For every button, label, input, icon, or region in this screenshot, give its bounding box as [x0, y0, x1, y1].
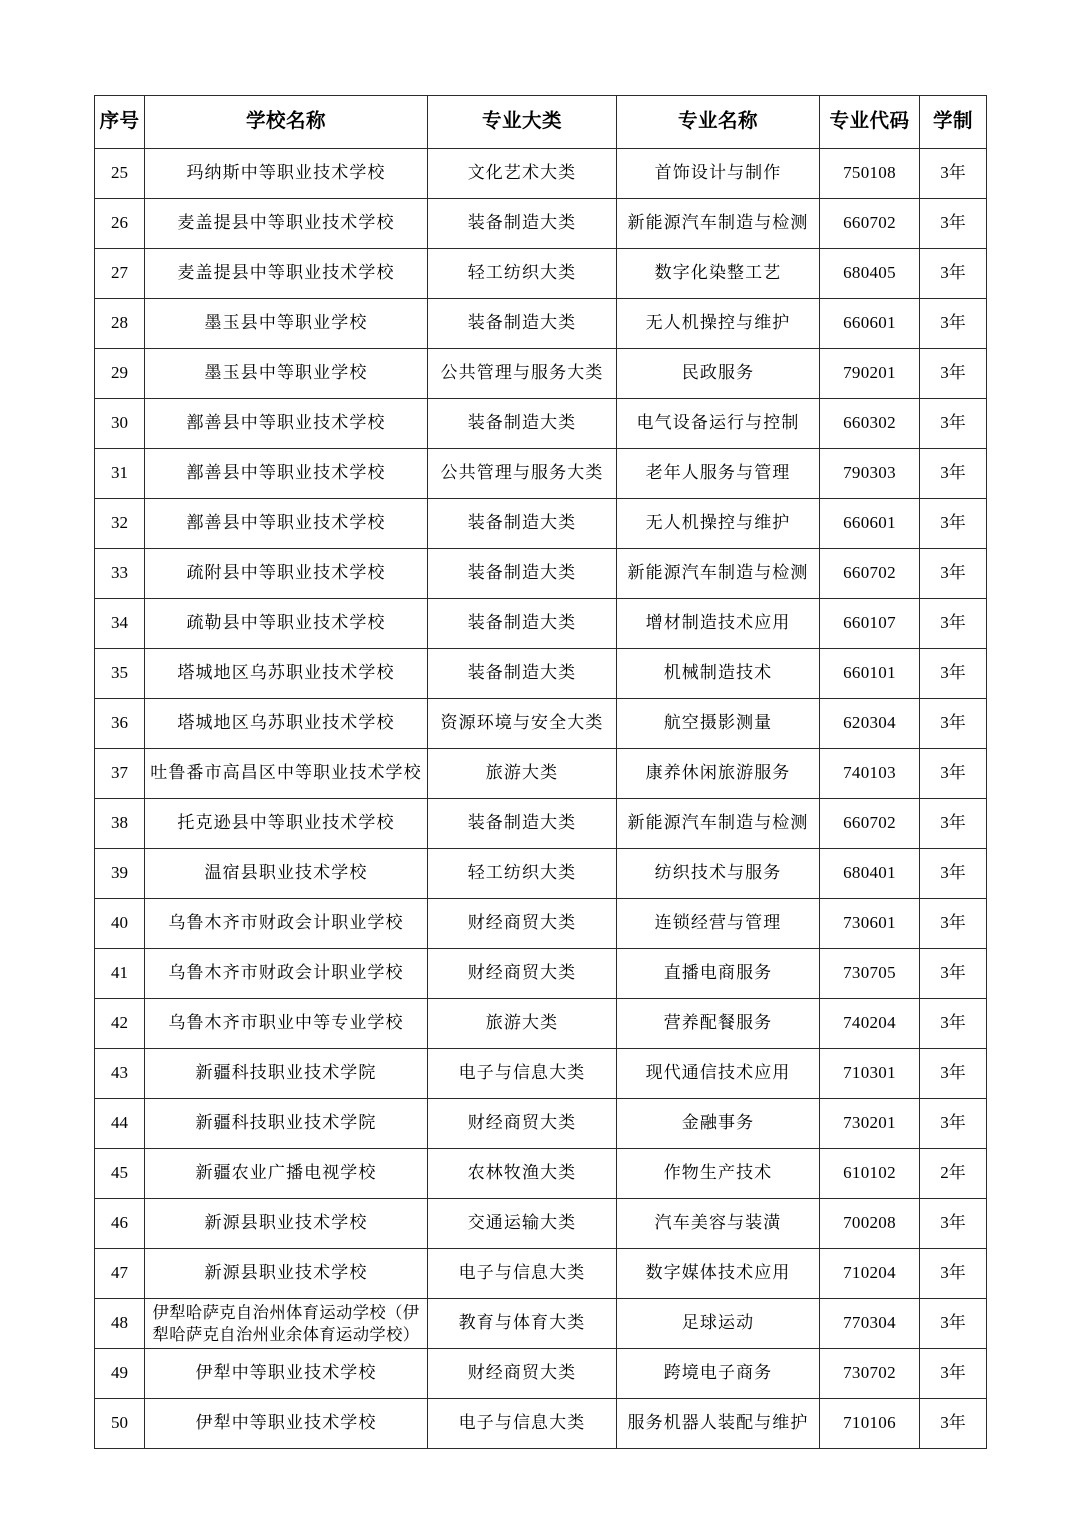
cell-years: 3年: [920, 149, 987, 199]
cell-years: 3年: [920, 899, 987, 949]
table-row: [95, 799, 987, 849]
table-row: [95, 1349, 987, 1399]
table-container: [94, 95, 986, 1449]
cell-school: 新疆科技职业技术学院: [145, 1049, 428, 1099]
table-row: [95, 749, 987, 799]
cell-major: 跨境电子商务: [617, 1349, 820, 1399]
cell-category: 装备制造大类: [428, 599, 617, 649]
cell-category: 公共管理与服务大类: [428, 349, 617, 399]
cell-years: 3年: [920, 1199, 987, 1249]
cell-code: 680401: [820, 849, 920, 899]
cell-years: 3年: [920, 699, 987, 749]
column-header-school: 学校名称: [145, 96, 428, 149]
cell-school: 新疆科技职业技术学院: [145, 1099, 428, 1149]
cell-index: 30: [95, 399, 145, 449]
cell-code: 710204: [820, 1249, 920, 1299]
table-row: [95, 499, 987, 549]
cell-category: 装备制造大类: [428, 199, 617, 249]
table-row: [95, 899, 987, 949]
cell-code: 730601: [820, 899, 920, 949]
cell-major: 新能源汽车制造与检测: [617, 799, 820, 849]
table-row: [95, 349, 987, 399]
cell-major: 现代通信技术应用: [617, 1049, 820, 1099]
cell-years: 3年: [920, 599, 987, 649]
cell-category: 教育与体育大类: [428, 1299, 617, 1349]
cell-years: 3年: [920, 949, 987, 999]
cell-code: 620304: [820, 699, 920, 749]
cell-years: 3年: [920, 1399, 987, 1449]
table-row: [95, 649, 987, 699]
cell-major: 老年人服务与管理: [617, 449, 820, 499]
cell-index: 26: [95, 199, 145, 249]
cell-index: 37: [95, 749, 145, 799]
cell-school: 塔城地区乌苏职业技术学校: [145, 699, 428, 749]
cell-index: 35: [95, 649, 145, 699]
cell-major: 无人机操控与维护: [617, 499, 820, 549]
cell-school: 乌鲁木齐市财政会计职业学校: [145, 949, 428, 999]
table-row: [95, 1399, 987, 1449]
cell-code: 790201: [820, 349, 920, 399]
cell-index: 33: [95, 549, 145, 599]
cell-index: 40: [95, 899, 145, 949]
cell-code: 610102: [820, 1149, 920, 1199]
cell-code: 700208: [820, 1199, 920, 1249]
cell-category: 轻工纺织大类: [428, 849, 617, 899]
cell-years: 3年: [920, 249, 987, 299]
cell-index: 34: [95, 599, 145, 649]
column-header-years: 学制: [920, 96, 987, 149]
cell-major: 汽车美容与装潢: [617, 1199, 820, 1249]
cell-school: 新源县职业技术学校: [145, 1199, 428, 1249]
cell-index: 43: [95, 1049, 145, 1099]
cell-school: 麦盖提县中等职业技术学校: [145, 199, 428, 249]
cell-school: 墨玉县中等职业学校: [145, 349, 428, 399]
cell-major: 机械制造技术: [617, 649, 820, 699]
cell-school: 鄯善县中等职业技术学校: [145, 499, 428, 549]
cell-category: 装备制造大类: [428, 549, 617, 599]
cell-years: 3年: [920, 1249, 987, 1299]
cell-school: 乌鲁木齐市职业中等专业学校: [145, 999, 428, 1049]
cell-school: 新疆农业广播电视学校: [145, 1149, 428, 1199]
table-row: [95, 1249, 987, 1299]
cell-school: 托克逊县中等职业技术学校: [145, 799, 428, 849]
cell-major: 数字化染整工艺: [617, 249, 820, 299]
table-row: [95, 599, 987, 649]
table-header-row: [95, 96, 987, 149]
cell-years: 3年: [920, 449, 987, 499]
cell-category: 财经商贸大类: [428, 1349, 617, 1399]
cell-category: 电子与信息大类: [428, 1399, 617, 1449]
cell-index: 36: [95, 699, 145, 749]
cell-years: 3年: [920, 549, 987, 599]
cell-school: 玛纳斯中等职业技术学校: [145, 149, 428, 199]
cell-category: 装备制造大类: [428, 299, 617, 349]
cell-years: 3年: [920, 1299, 987, 1349]
table-row: [95, 1049, 987, 1099]
table-row: [95, 449, 987, 499]
cell-major: 足球运动: [617, 1299, 820, 1349]
cell-code: 660601: [820, 499, 920, 549]
cell-major: 民政服务: [617, 349, 820, 399]
cell-index: 32: [95, 499, 145, 549]
cell-index: 38: [95, 799, 145, 849]
cell-years: 3年: [920, 749, 987, 799]
cell-code: 710301: [820, 1049, 920, 1099]
cell-school: 疏勒县中等职业技术学校: [145, 599, 428, 649]
table-row: [95, 299, 987, 349]
cell-code: 680405: [820, 249, 920, 299]
table-row: [95, 399, 987, 449]
cell-index: 27: [95, 249, 145, 299]
cell-school: 新源县职业技术学校: [145, 1249, 428, 1299]
cell-school: 伊犁中等职业技术学校: [145, 1349, 428, 1399]
cell-years: 3年: [920, 649, 987, 699]
cell-code: 790303: [820, 449, 920, 499]
table-row: [95, 549, 987, 599]
table-row: [95, 199, 987, 249]
vocational-majors-table: [94, 95, 987, 1449]
table-row: [95, 1199, 987, 1249]
cell-years: 3年: [920, 849, 987, 899]
cell-years: 3年: [920, 349, 987, 399]
cell-code: 750108: [820, 149, 920, 199]
cell-major: 连锁经营与管理: [617, 899, 820, 949]
cell-major: 新能源汽车制造与检测: [617, 199, 820, 249]
cell-index: 44: [95, 1099, 145, 1149]
cell-years: 3年: [920, 1349, 987, 1399]
cell-school: 伊犁哈萨克自治州体育运动学校（伊犁哈萨克自治州业余体育运动学校）: [145, 1299, 428, 1349]
cell-major: 服务机器人装配与维护: [617, 1399, 820, 1449]
cell-category: 财经商贸大类: [428, 899, 617, 949]
cell-years: 3年: [920, 1099, 987, 1149]
cell-category: 农林牧渔大类: [428, 1149, 617, 1199]
cell-code: 710106: [820, 1399, 920, 1449]
cell-school: 麦盖提县中等职业技术学校: [145, 249, 428, 299]
cell-index: 49: [95, 1349, 145, 1399]
cell-years: 3年: [920, 399, 987, 449]
cell-category: 财经商贸大类: [428, 1099, 617, 1149]
cell-code: 660702: [820, 199, 920, 249]
cell-category: 文化艺术大类: [428, 149, 617, 199]
table-row: [95, 1149, 987, 1199]
cell-code: 660702: [820, 549, 920, 599]
cell-school: 墨玉县中等职业学校: [145, 299, 428, 349]
cell-index: 42: [95, 999, 145, 1049]
cell-school: 鄯善县中等职业技术学校: [145, 449, 428, 499]
cell-school: 塔城地区乌苏职业技术学校: [145, 649, 428, 699]
cell-major: 首饰设计与制作: [617, 149, 820, 199]
cell-index: 50: [95, 1399, 145, 1449]
cell-index: 31: [95, 449, 145, 499]
cell-major: 航空摄影测量: [617, 699, 820, 749]
cell-index: 47: [95, 1249, 145, 1299]
cell-category: 公共管理与服务大类: [428, 449, 617, 499]
cell-code: 660302: [820, 399, 920, 449]
cell-category: 装备制造大类: [428, 499, 617, 549]
cell-major: 直播电商服务: [617, 949, 820, 999]
cell-index: 46: [95, 1199, 145, 1249]
cell-category: 资源环境与安全大类: [428, 699, 617, 749]
cell-index: 48: [95, 1299, 145, 1349]
cell-major: 康养休闲旅游服务: [617, 749, 820, 799]
cell-school: 乌鲁木齐市财政会计职业学校: [145, 899, 428, 949]
cell-major: 数字媒体技术应用: [617, 1249, 820, 1299]
cell-years: 3年: [920, 299, 987, 349]
column-header-category: 专业大类: [428, 96, 617, 149]
cell-major: 新能源汽车制造与检测: [617, 549, 820, 599]
column-header-major: 专业名称: [617, 96, 820, 149]
cell-category: 装备制造大类: [428, 799, 617, 849]
cell-years: 3年: [920, 1049, 987, 1099]
cell-school: 伊犁中等职业技术学校: [145, 1399, 428, 1449]
cell-index: 29: [95, 349, 145, 399]
table-row: [95, 249, 987, 299]
cell-index: 45: [95, 1149, 145, 1199]
cell-category: 旅游大类: [428, 999, 617, 1049]
table-row: [95, 849, 987, 899]
cell-years: 3年: [920, 199, 987, 249]
table-row: [95, 949, 987, 999]
cell-code: 660601: [820, 299, 920, 349]
cell-major: 金融事务: [617, 1099, 820, 1149]
cell-category: 旅游大类: [428, 749, 617, 799]
cell-category: 装备制造大类: [428, 399, 617, 449]
cell-major: 营养配餐服务: [617, 999, 820, 1049]
table-row: [95, 149, 987, 199]
cell-major: 作物生产技术: [617, 1149, 820, 1199]
cell-major: 电气设备运行与控制: [617, 399, 820, 449]
table-body: [95, 149, 987, 1449]
cell-years: 3年: [920, 799, 987, 849]
cell-years: 3年: [920, 999, 987, 1049]
cell-major: 纺织技术与服务: [617, 849, 820, 899]
cell-code: 660702: [820, 799, 920, 849]
cell-category: 轻工纺织大类: [428, 249, 617, 299]
cell-category: 装备制造大类: [428, 649, 617, 699]
table-row: [95, 699, 987, 749]
cell-code: 660101: [820, 649, 920, 699]
cell-major: 无人机操控与维护: [617, 299, 820, 349]
cell-category: 交通运输大类: [428, 1199, 617, 1249]
table-row: [95, 999, 987, 1049]
cell-years: 3年: [920, 499, 987, 549]
cell-school: 温宿县职业技术学校: [145, 849, 428, 899]
cell-school: 疏附县中等职业技术学校: [145, 549, 428, 599]
column-header-code: 专业代码: [820, 96, 920, 149]
table-row: [95, 1299, 987, 1349]
cell-index: 25: [95, 149, 145, 199]
table-header: [95, 96, 987, 149]
cell-school: 吐鲁番市高昌区中等职业技术学校: [145, 749, 428, 799]
table-row: [95, 1099, 987, 1149]
cell-category: 电子与信息大类: [428, 1249, 617, 1299]
cell-index: 28: [95, 299, 145, 349]
cell-index: 41: [95, 949, 145, 999]
cell-category: 财经商贸大类: [428, 949, 617, 999]
cell-code: 740204: [820, 999, 920, 1049]
cell-code: 740103: [820, 749, 920, 799]
cell-code: 770304: [820, 1299, 920, 1349]
cell-category: 电子与信息大类: [428, 1049, 617, 1099]
column-header-index: 序号: [95, 96, 145, 149]
cell-index: 39: [95, 849, 145, 899]
cell-school: 鄯善县中等职业技术学校: [145, 399, 428, 449]
cell-major: 增材制造技术应用: [617, 599, 820, 649]
cell-code: 730201: [820, 1099, 920, 1149]
cell-code: 730705: [820, 949, 920, 999]
cell-code: 730702: [820, 1349, 920, 1399]
cell-code: 660107: [820, 599, 920, 649]
cell-years: 2年: [920, 1149, 987, 1199]
